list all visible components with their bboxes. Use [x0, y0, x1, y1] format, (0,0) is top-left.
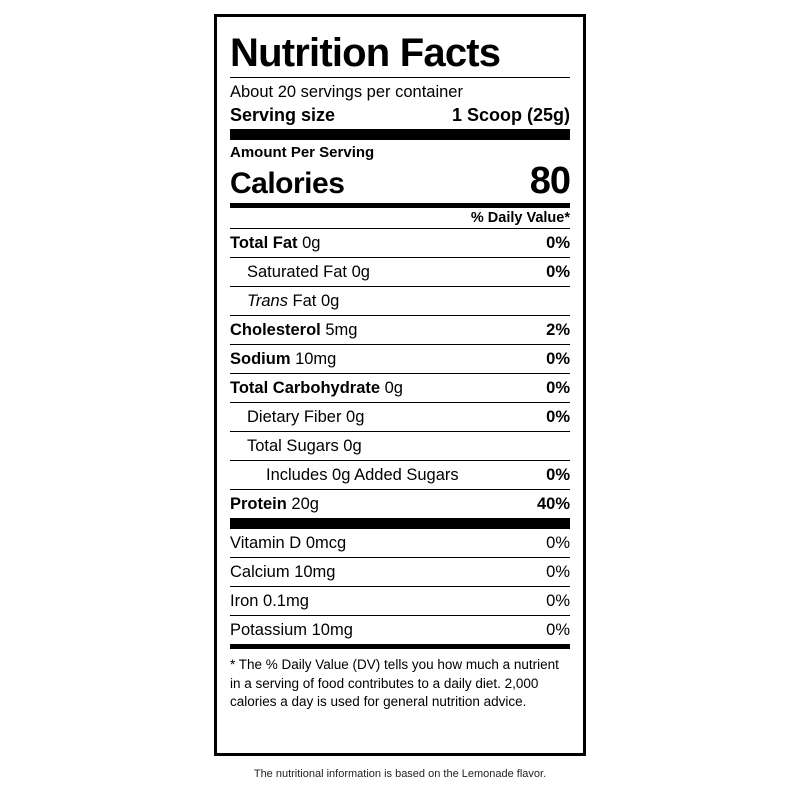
nutrient-row: [230, 287, 570, 315]
nutrient-name: [230, 320, 357, 340]
nutrient-row: [230, 316, 570, 344]
daily-value-header: % Daily Value*: [470, 210, 570, 226]
vitamin-list: [230, 529, 570, 644]
vitamin-row: [230, 558, 570, 586]
vitamin-name-text: Iron: [230, 592, 259, 610]
nutrient-name: [247, 407, 364, 427]
nutrient-name: [230, 494, 319, 514]
nutrient-amount: Fat 0g: [287, 292, 340, 310]
vitamin-row: [230, 616, 570, 644]
footnote-text: * The % Daily Value (DV) tells you how much a nutrient in a serving of food contributes to a daily diet. 2,000 calories a day is used for general nutrition advice.: [230, 657, 559, 709]
calories-row: [230, 162, 570, 203]
vitamin-amount: 10mg: [289, 563, 336, 581]
nutrient-name-text: Total Fat: [230, 234, 298, 252]
nutrient-amount: 0g: [338, 437, 362, 455]
nutrient-name: [266, 465, 459, 485]
serving-size-label: Serving size: [230, 105, 336, 125]
vitamin-row: [230, 529, 570, 557]
divider-thick-top: [230, 129, 570, 140]
calories-value: 80: [529, 160, 570, 202]
nutrient-name-text: Total Sugars: [247, 437, 339, 455]
nutrient-name: [230, 233, 320, 253]
nutrient-amount: 20g: [286, 495, 319, 513]
nutrient-name-text: Saturated Fat: [247, 263, 347, 281]
nutrient-daily-value: 0%: [546, 408, 570, 426]
calories-label: Calories: [230, 167, 345, 200]
nutrient-row: [230, 229, 570, 257]
vitamin-daily-value: 0%: [546, 592, 570, 610]
servings-per-container: About 20 servings per container: [230, 83, 463, 101]
nutrient-name: [247, 291, 339, 311]
nutrient-daily-value: 40%: [536, 495, 570, 513]
vitamin-amount: 0mcg: [301, 534, 347, 552]
nutrient-name: [230, 378, 403, 398]
vitamin-daily-value: 0%: [546, 563, 570, 581]
nutrient-daily-value: 0%: [546, 379, 570, 397]
nutrient-name-text: Trans: [247, 292, 288, 310]
vitamin-daily-value: 0%: [546, 534, 570, 552]
nutrient-name-text: Sodium: [230, 350, 291, 368]
nutrient-amount: 0g Added Sugars: [327, 466, 459, 484]
vitamin-name: [230, 562, 335, 582]
nutrient-name-text: Dietary Fiber: [247, 408, 342, 426]
nutrient-row: [230, 461, 570, 489]
nutrient-name-text: Total Carbohydrate: [230, 379, 381, 397]
nutrient-name: [247, 262, 370, 282]
nutrient-daily-value: 0%: [546, 234, 570, 252]
nutrient-daily-value: 0%: [546, 350, 570, 368]
vitamin-row: [230, 587, 570, 615]
nutrient-amount: 0g: [346, 263, 370, 281]
nutrient-row: [230, 490, 570, 518]
nutrient-name-text: Protein: [230, 495, 287, 513]
nutrient-daily-value: 0%: [546, 466, 570, 484]
nutrient-amount: 0g: [380, 379, 403, 397]
nutrient-daily-value: 0%: [546, 263, 570, 281]
nutrient-daily-value: 2%: [546, 321, 570, 339]
flavor-caption: The nutritional information is based on the Lemonade flavor.: [253, 768, 547, 780]
nutrient-amount: 0g: [297, 234, 321, 252]
vitamin-name-text: Calcium: [230, 563, 290, 581]
panel-title: Nutrition Facts: [230, 31, 501, 75]
nutrient-row: [230, 432, 570, 460]
vitamin-name: [230, 533, 346, 553]
serving-size-row: [230, 104, 570, 129]
nutrient-name-text: Cholesterol: [230, 321, 321, 339]
vitamin-amount: 0.1mg: [258, 592, 309, 610]
nutrient-name: [230, 349, 336, 369]
serving-size-value: 1 Scoop (25g): [451, 105, 570, 125]
vitamin-name-text: Vitamin D: [230, 534, 302, 552]
nutrient-amount: 10mg: [290, 350, 337, 368]
vitamin-name: [230, 620, 353, 640]
nutrient-list: [230, 229, 570, 518]
nutrient-amount: 0g: [341, 408, 365, 426]
vitamin-name-text: Potassium: [230, 621, 308, 639]
nutrient-name-text: Includes: [266, 466, 328, 484]
nutrient-name: [247, 436, 362, 456]
nutrient-row: [230, 345, 570, 373]
nutrient-row: [230, 403, 570, 431]
nutrient-row: [230, 374, 570, 402]
nutrition-facts-panel: [214, 14, 586, 756]
nutrient-row: [230, 258, 570, 286]
vitamin-amount: 10mg: [307, 621, 353, 639]
divider-thick-bottom: [230, 518, 570, 529]
nutrient-amount: 5mg: [320, 321, 358, 339]
vitamin-daily-value: 0%: [546, 621, 570, 639]
amount-per-serving-label: Amount Per Serving: [230, 144, 375, 161]
vitamin-name: [230, 591, 309, 611]
